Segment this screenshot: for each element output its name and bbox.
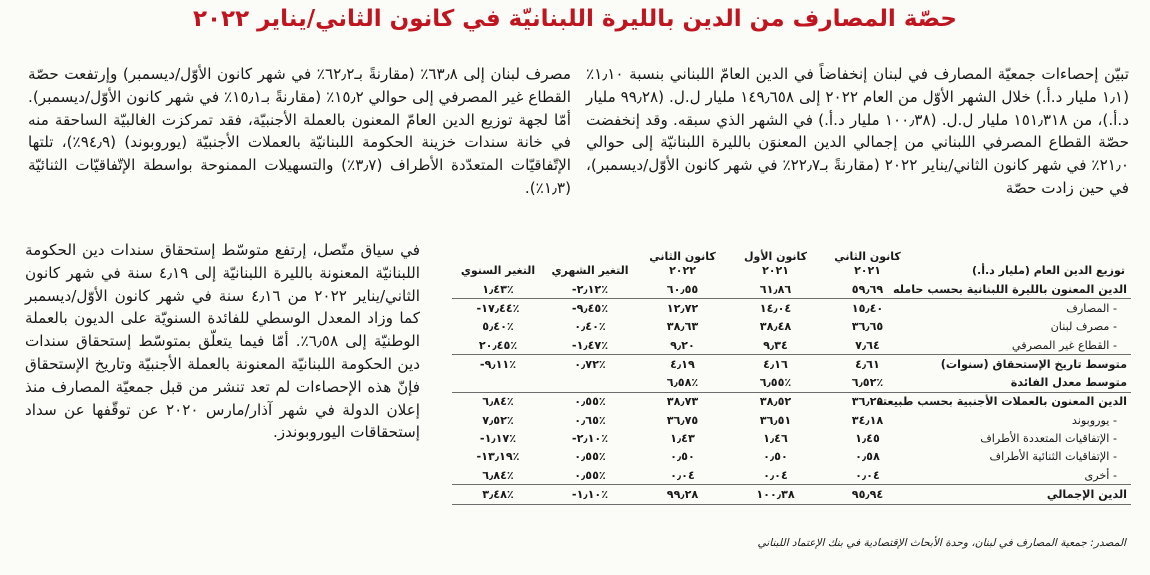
cell-dec-2021: ٤٫١٦ — [763, 357, 788, 371]
row-label: - أخرى — [913, 466, 1131, 485]
cell-yearly-change: -١٣٫١٩٪ — [476, 450, 520, 464]
column-header-label: توزيع الدين العام (مليار د.أ.) — [972, 264, 1125, 277]
cell-monthly-change: -٢٫١٢٪ — [544, 280, 636, 299]
table-row — [452, 448, 1131, 466]
debt-table — [452, 248, 1131, 505]
table-row — [452, 485, 1131, 504]
row-label: - مصرف لبنان — [913, 318, 1131, 336]
cell-jan-2022: ٣٨٫٧٣ — [666, 395, 699, 409]
cell-jan-2021: ٥٩٫٦٩ — [822, 280, 913, 299]
table-row — [452, 411, 1131, 429]
cell-jan-2021: ٣٤٫١٨ — [851, 413, 884, 427]
cell-yearly-change: ٢٠٫٤٥٪ — [452, 336, 544, 355]
cell-jan-2021: ٠٫٥٨ — [855, 450, 880, 464]
table-row — [452, 355, 1131, 374]
cell-yearly-change: -٩٫١١٪ — [479, 357, 517, 371]
cell-jan-2021: ١٥٫٤٠ — [851, 301, 884, 315]
cell-yearly-change: ٥٫٤٠٪ — [482, 320, 514, 334]
cell-jan-2022: ٩٩٫٢٨ — [636, 485, 729, 504]
cell-yearly-change: ٦٫٨٤٪ — [482, 395, 514, 409]
cell-yearly-change: ٦٫٨٤٪ — [482, 468, 514, 482]
cell-yearly-change: -١٫١٧٪ — [479, 432, 517, 446]
cell-dec-2021: ٦١٫٨٦ — [729, 280, 822, 299]
page-title: حصّة المصارف من الدين بالليرة اللبنانيّة في كانون الثاني/يناير ٢٠٢٢ — [192, 6, 958, 32]
cell-dec-2021: ١٫٤٦ — [763, 432, 788, 446]
cell-monthly-change: -١٫٤٧٪ — [544, 336, 636, 355]
row-label: متوسط معدل الفائدة — [913, 373, 1131, 392]
cell-monthly-change: ٠٫٥٥٪ — [574, 468, 606, 482]
cell-yearly-change: -١٧٫٤٤٪ — [476, 301, 520, 315]
table-row — [452, 299, 1131, 318]
cell-monthly-change: ٠٫٧٢٪ — [574, 357, 606, 371]
cell-monthly-change: ٠٫٦٥٪ — [574, 413, 606, 427]
cell-jan-2021: ٩٥٫٩٤ — [822, 485, 913, 504]
table-row — [452, 392, 1131, 411]
column-header-jan-2022: كانون الثاني ٢٠٢٢ — [649, 250, 716, 277]
cell-monthly-change: ٠٫٥٥٪ — [574, 450, 606, 464]
cell-jan-2022: ٠٫٥٠ — [670, 450, 695, 464]
table-row — [452, 429, 1131, 447]
cell-jan-2021: ٠٫٠٤ — [855, 468, 880, 482]
cell-monthly-change — [544, 373, 636, 392]
column-header-monthly-change: التغير الشهري — [551, 264, 629, 277]
table-row — [452, 280, 1131, 299]
cell-dec-2021: ٠٫٥٠ — [763, 450, 788, 464]
cell-jan-2021: ٤٫٦١ — [855, 357, 880, 371]
cell-jan-2022: ٩٫٢٠ — [636, 336, 729, 355]
cell-jan-2022: ٣٦٫٧٥ — [666, 413, 699, 427]
cell-jan-2022: ١٢٫٧٢ — [666, 301, 699, 315]
article-paragraph: في سياق متّصل، إرتفع متوسّط إستحقاق سندات دين الحكومة اللبنانيّة المعنونة بالليرة اللبنانيّة إلى ٤٫١٩ سنة في شهر كانون الثاني/يناير ٢٠٢٢ من ٤٫١٦ سنة في شهر كانون الأوّل/ديسمبر كما وزاد المعدل الوسطي للفائدة السنويّة على الديون بالعملة الوطنيّة إلى ٦٫٥٨٪. أمّا فيما يتعلّق بمتوسّط إستحقاق سندات دين الحكومة اللبنانيّة المعنونة بالعملة الأجنبيّة وتاريخ الإستحقاق فإنّ هذه الإحصاءات لم تعد تنشر من قبل جمعيّة المصارف منذ إعلان الدولة في شهر آذار/مارس ٢٠٢٠ عن توقّفها عن سداد إستحقاقات اليوروبوندز. — [25, 241, 421, 442]
cell-yearly-change: ٧٫٥٢٪ — [482, 413, 514, 427]
cell-jan-2022: ٣٨٫٦٣ — [666, 320, 699, 334]
article-paragraph: تبيّن إحصاءات جمعيّة المصارف في لبنان إنخفاضاً في الدين العامّ اللبناني بنسبة ١٫١٠٪ (١٫١ مليار د.أ.) خلال الشهر الأوّل من العام ٢٠٢٢ إلى ١٤٩٫٦٥٨ مليار ل.ل. (٩٩٫٢٨ مليار د.أ.)، من ١٥١٫٣١٨ مليار ل.ل. (١٠٠٫٣٨ مليار د.أ.) في الشهر الذي سبقه. وقد إنخفضت حصّة القطاع المصرفي اللبناني من إجمالي الدين المعنوَن بالليرة اللبنانيّة إلى حوالي ٢١٫٠٪ في شهر كانون الثاني/يناير ٢٠٢٢ (مقارنةً بـ٢٢٫٧٪ في شهر كانون الأوّل/ديسمبر)، في حين زادت حصّة — [586, 65, 1130, 197]
row-label: الدين الإجمالي — [913, 485, 1131, 504]
cell-dec-2021: ٣٨٫٤٨ — [759, 320, 792, 334]
cell-dec-2021: ٦٫٥٥٪ — [729, 373, 822, 392]
cell-monthly-change: -٩٫٤٥٪ — [571, 301, 609, 315]
row-label: الدين المعنون بالليرة اللبنانية بحسب حامله — [913, 280, 1131, 299]
row-label: - القطاع غير المصرفي — [913, 336, 1131, 355]
debt-distribution-table — [452, 248, 1131, 505]
row-label: الدين المعنون بالعملات الأجنبية بحسب طبيعته — [876, 395, 1127, 409]
cell-yearly-change: ٣٫٤٨٪ — [452, 485, 544, 504]
table-row — [452, 373, 1131, 392]
column-header-jan-2021: كانون الثاني ٢٠٢١ — [834, 250, 901, 277]
row-label: - يوروبوند — [913, 411, 1131, 429]
cell-monthly-change: ٠٫٤٠٪ — [574, 320, 606, 334]
cell-jan-2022: ٠٫٠٤ — [670, 468, 695, 482]
cell-monthly-change: ٠٫٥٥٪ — [574, 395, 606, 409]
table-body — [452, 280, 1131, 504]
table-header-row — [452, 248, 1131, 280]
article-column-right — [586, 63, 1129, 200]
cell-jan-2022: ٤٫١٩ — [670, 357, 695, 371]
cell-dec-2021: ٩٫٣٤ — [729, 336, 822, 355]
row-label: - الإتفاقيات الثنائية الأطراف — [913, 448, 1131, 466]
cell-jan-2021: ٣٦٫٢٥ — [851, 395, 884, 409]
article-column-left-bottom — [25, 239, 420, 444]
cell-jan-2022: ١٫٤٣ — [670, 432, 695, 446]
cell-dec-2021: ١٤٫٠٤ — [759, 301, 792, 315]
cell-dec-2021: ٣٦٫٥١ — [759, 413, 792, 427]
cell-yearly-change: ١٫٤٣٪ — [452, 280, 544, 299]
row-label: متوسط تاريخ الإستحقاق (سنوات) — [940, 357, 1127, 371]
cell-monthly-change: -٢٫١٠٪ — [571, 432, 609, 446]
cell-yearly-change — [452, 373, 544, 392]
column-header-yearly-change: التغير السنوي — [460, 264, 536, 277]
cell-dec-2021: ٠٫٠٤ — [763, 468, 788, 482]
cell-jan-2022: ٦٫٥٨٪ — [636, 373, 729, 392]
cell-jan-2021: ١٫٤٥ — [855, 432, 880, 446]
table-row — [452, 336, 1131, 355]
source-note: المصدر: جمعية المصارف في لبنان، وحدة الأبحاث الإقتصادية في بنك الإعتماد اللبناني — [757, 537, 1126, 549]
cell-dec-2021: ٣٨٫٥٢ — [759, 395, 792, 409]
cell-dec-2021: ١٠٠٫٣٨ — [729, 485, 822, 504]
table-row — [452, 318, 1131, 336]
row-label: - الإتفاقيات المتعددة الأطراف — [913, 429, 1131, 447]
article-paragraph: مصرف لبنان إلى ٦٣٫٨٪ (مقارنةً بـ٦٢٫٢٪ في شهر كانون الأوّل/ديسمبر) وإرتفعت حصّة القطاع غير المصرفي إلى حوالي ١٥٫٢٪ (مقارنةً بـ١٥٫١٪ في شهر كانون الأوّل/ديسمبر). أمّا لجهة توزيع الدين العامّ المعنون بالعملة الأجنبيّة، فقد تمركزت الغالبيّة الساحقة منه في خانة سندات خزينة الحكومة اللبنانيّة بالعملات الأجنبيّة (يوروبوند) (٩٤٫٩٪)، تلتها الإتّفاقيّات المتعدّدة الأطراف (٣٫٧٪) والتسهيلات الممنوحة بواسطة الإتّفاقيّات الثنائيّة (١٫٣٪). — [28, 65, 571, 197]
cell-jan-2022: ٦٠٫٥٥ — [636, 280, 729, 299]
cell-monthly-change: -١٫١٠٪ — [544, 485, 636, 504]
article-column-left-top — [28, 63, 571, 200]
cell-jan-2021: ٧٫٦٤ — [822, 336, 913, 355]
column-header-dec-2021: كانون الأول ٢٠٢١ — [743, 250, 808, 277]
cell-jan-2021: ٦٫٥٢٪ — [822, 373, 913, 392]
cell-jan-2021: ٣٦٫٦٥ — [851, 320, 884, 334]
row-label: - المصارف — [913, 299, 1131, 318]
table-row — [452, 466, 1131, 485]
